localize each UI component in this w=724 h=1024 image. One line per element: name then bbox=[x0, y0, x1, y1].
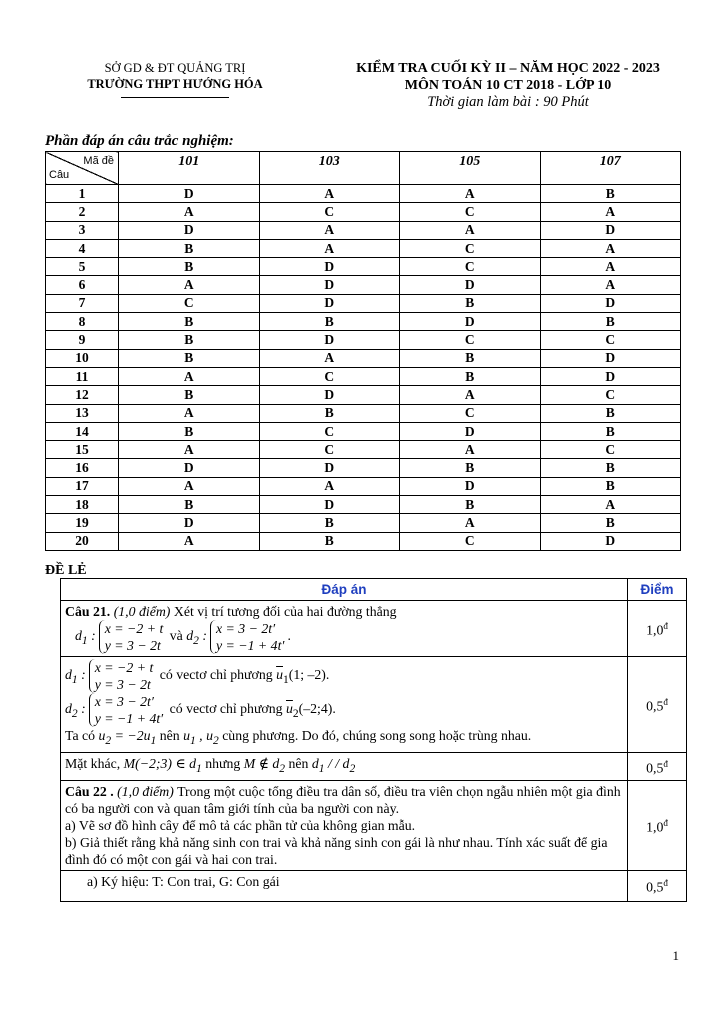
answer-cell: A bbox=[259, 477, 400, 495]
answer-cell: B bbox=[540, 313, 681, 331]
answer-cell: B bbox=[400, 294, 541, 312]
question-part-a: a) Vẽ sơ đồ hình cây để mô tả các phần tử của không gian mẫu. bbox=[65, 817, 416, 833]
question-text: Xét vị trí tương đối của hai đường thẳng bbox=[173, 604, 397, 619]
answer-cell: D bbox=[259, 294, 400, 312]
table-row bbox=[46, 331, 681, 349]
step-text: Ta có bbox=[65, 728, 96, 743]
answer-cell: D bbox=[119, 221, 260, 239]
table-row bbox=[46, 203, 681, 221]
points-cell bbox=[628, 870, 687, 901]
answer-cell: D bbox=[259, 258, 400, 276]
answer-cell: A bbox=[119, 477, 260, 495]
answer-cell: A bbox=[540, 276, 681, 294]
exam-duration: Thời gian làm bài : 90 Phút bbox=[427, 94, 589, 110]
question-number: 4 bbox=[46, 239, 119, 257]
points-value: 0,5 bbox=[646, 698, 664, 714]
answer-cell: A bbox=[119, 367, 260, 385]
table-row bbox=[46, 422, 681, 440]
question-number: 7 bbox=[46, 294, 119, 312]
question-number: 20 bbox=[46, 532, 119, 550]
answer-cell: B bbox=[540, 477, 681, 495]
question-text: Trong một cuộc tổng điều tra dân số, điều tra viên chọn ngẫu nhiên một gia đình có ba người con và quan tâm giới tính của ba người con này. bbox=[65, 783, 621, 816]
odd-exam-label: ĐỀ LẺ bbox=[45, 563, 87, 578]
answer-cell: D bbox=[400, 276, 541, 294]
header-underline bbox=[121, 97, 229, 98]
answer-cell: D bbox=[259, 386, 400, 404]
answer-table-body bbox=[46, 185, 681, 551]
answer-cell: D bbox=[540, 221, 681, 239]
answer-cell: A bbox=[119, 532, 260, 550]
answer-cell: A bbox=[259, 239, 400, 257]
points-unit: đ bbox=[663, 697, 668, 708]
step-text: Mặt khác, bbox=[65, 755, 121, 771]
question-number: 5 bbox=[46, 258, 119, 276]
question-number: 13 bbox=[46, 404, 119, 422]
answer-cell: D bbox=[540, 532, 681, 550]
answer-cell: B bbox=[400, 367, 541, 385]
question-number: 19 bbox=[46, 514, 119, 532]
answer-cell: C bbox=[540, 386, 681, 404]
answer-cell: B bbox=[400, 496, 541, 514]
answer-cell: C bbox=[400, 239, 541, 257]
solution-header-row bbox=[61, 579, 687, 601]
answer-cell: B bbox=[119, 239, 260, 257]
step-text: a) Ký hiệu: T: Con trai, G: Con gái bbox=[87, 873, 280, 889]
answer-cell: C bbox=[400, 331, 541, 349]
points-unit: đ bbox=[663, 621, 668, 632]
code-header: 103 bbox=[259, 152, 400, 185]
table-row bbox=[46, 239, 681, 257]
solution-table bbox=[60, 578, 687, 902]
answer-cell: B bbox=[259, 313, 400, 331]
answer-cell: D bbox=[259, 331, 400, 349]
answer-cell: D bbox=[540, 367, 681, 385]
points-value: 0,5 bbox=[646, 760, 664, 776]
answer-cell: D bbox=[119, 185, 260, 203]
points-note: (1,0 điểm) bbox=[113, 604, 171, 619]
answer-cell: B bbox=[119, 313, 260, 331]
answer-section-title: Phần đáp án câu trắc nghiệm: bbox=[45, 133, 234, 149]
step-text: nhưng bbox=[205, 755, 241, 771]
answer-cell: B bbox=[119, 386, 260, 404]
question-label: Câu 22 . bbox=[65, 783, 114, 799]
answer-cell: D bbox=[259, 496, 400, 514]
question-number: 17 bbox=[46, 477, 119, 495]
solution-row bbox=[61, 601, 687, 657]
answer-table-header bbox=[46, 152, 681, 185]
answer-cell: D bbox=[400, 422, 541, 440]
vector-value: (1; –2). bbox=[288, 667, 330, 683]
points-note: (1,0 điểm) bbox=[117, 783, 174, 799]
table-row bbox=[46, 514, 681, 532]
answer-cell: B bbox=[540, 404, 681, 422]
solution-row bbox=[61, 657, 687, 753]
answer-cell: B bbox=[259, 404, 400, 422]
code-header: 105 bbox=[400, 152, 541, 185]
points-unit: đ bbox=[663, 817, 668, 828]
question-number: 6 bbox=[46, 276, 119, 294]
points-unit: đ bbox=[663, 758, 668, 769]
page-number: 1 bbox=[672, 948, 679, 963]
answer-cell: B bbox=[119, 349, 260, 367]
answer-cell: C bbox=[400, 532, 541, 550]
answer-cell: B bbox=[259, 514, 400, 532]
table-row bbox=[46, 477, 681, 495]
answer-cell: A bbox=[400, 185, 541, 203]
answer-cell: B bbox=[400, 349, 541, 367]
answer-cell: C bbox=[259, 441, 400, 459]
table-row bbox=[46, 258, 681, 276]
points-unit: đ bbox=[663, 878, 668, 889]
answer-cell: C bbox=[540, 441, 681, 459]
solution-row bbox=[61, 752, 687, 780]
exam-subject: MÔN TOÁN 10 CT 2018 - LỚP 10 bbox=[404, 78, 612, 93]
answer-cell: D bbox=[540, 294, 681, 312]
school-name: TRƯỜNG THPT HƯỚNG HÓA bbox=[87, 77, 263, 91]
points-value: 1,0 bbox=[646, 622, 664, 638]
answer-cell: D bbox=[400, 313, 541, 331]
question-number: 12 bbox=[46, 386, 119, 404]
question-number: 15 bbox=[46, 441, 119, 459]
answer-cell: A bbox=[259, 349, 400, 367]
question-21: Câu 21. (1,0 điểm) Xét vị trí tương đối của hai đường thẳng $d_1$ : x = −2 + t y = 3 − 2t và $d_2$ : x = 3 − 2t′ y = −1 + 4t′. bbox=[61, 601, 628, 657]
step-text: nên bbox=[159, 728, 180, 743]
question-number: 14 bbox=[46, 422, 119, 440]
table-row bbox=[46, 185, 681, 203]
answer-cell: B bbox=[540, 459, 681, 477]
answer-cell: C bbox=[400, 203, 541, 221]
answer-cell: B bbox=[259, 532, 400, 550]
answer-cell: C bbox=[119, 294, 260, 312]
answer-cell: C bbox=[259, 203, 400, 221]
points-cell bbox=[628, 780, 687, 870]
school-header bbox=[60, 60, 290, 98]
points-cell bbox=[628, 601, 687, 657]
answer-cell: B bbox=[400, 459, 541, 477]
answer-cell: C bbox=[540, 331, 681, 349]
answer-cell: B bbox=[119, 422, 260, 440]
table-row bbox=[46, 349, 681, 367]
table-row bbox=[46, 459, 681, 477]
solution-step-3 bbox=[61, 870, 628, 901]
corner-cell bbox=[46, 152, 119, 185]
question-number: 2 bbox=[46, 203, 119, 221]
table-row bbox=[46, 404, 681, 422]
code-header: 107 bbox=[540, 152, 681, 185]
points-column-header: Điểm bbox=[628, 579, 687, 601]
answer-cell: B bbox=[540, 514, 681, 532]
solution-row bbox=[61, 870, 687, 901]
answer-cell: B bbox=[119, 331, 260, 349]
department-name: SỞ GD & ĐT QUẢNG TRỊ bbox=[104, 61, 246, 75]
answer-key-table bbox=[45, 151, 681, 551]
answer-cell: C bbox=[259, 367, 400, 385]
question-number: 10 bbox=[46, 349, 119, 367]
conjunction: và bbox=[169, 628, 183, 644]
solution-step-2: Mặt khác, M(−2;3) ∈ $d_1$ nhưng M ∉ $d_2$ nên $d_1$ / / $d_2$ bbox=[61, 752, 628, 780]
answer-cell: D bbox=[119, 459, 260, 477]
points-value: 1,0 bbox=[646, 819, 664, 835]
question-label: Câu 21. bbox=[65, 604, 111, 619]
answer-cell: A bbox=[119, 203, 260, 221]
points-cell bbox=[628, 752, 687, 780]
step-text: cùng phương. Do đó, chúng song song hoặc trùng nhau. bbox=[222, 728, 532, 743]
table-row bbox=[46, 294, 681, 312]
table-row bbox=[46, 441, 681, 459]
answer-column-header: Đáp án bbox=[61, 579, 628, 601]
question-22 bbox=[61, 780, 628, 870]
answer-cell: A bbox=[119, 441, 260, 459]
answer-cell: A bbox=[540, 258, 681, 276]
table-row bbox=[46, 367, 681, 385]
code-header: 101 bbox=[119, 152, 260, 185]
answer-cell: A bbox=[259, 221, 400, 239]
answer-cell: B bbox=[540, 422, 681, 440]
answer-cell: A bbox=[400, 514, 541, 532]
answer-cell: D bbox=[400, 477, 541, 495]
answer-cell: A bbox=[259, 185, 400, 203]
answer-cell: D bbox=[119, 514, 260, 532]
step-text: nên bbox=[288, 755, 309, 771]
table-row bbox=[46, 313, 681, 331]
question-number: 3 bbox=[46, 221, 119, 239]
table-row bbox=[46, 276, 681, 294]
answer-cell: A bbox=[119, 404, 260, 422]
question-number: 8 bbox=[46, 313, 119, 331]
question-number: 16 bbox=[46, 459, 119, 477]
answer-cell: C bbox=[259, 422, 400, 440]
answer-cell: D bbox=[540, 349, 681, 367]
answer-cell: A bbox=[400, 386, 541, 404]
table-row bbox=[46, 496, 681, 514]
question-number: 9 bbox=[46, 331, 119, 349]
question-number: 11 bbox=[46, 367, 119, 385]
vector-value: (–2;4). bbox=[298, 701, 336, 717]
answer-cell: B bbox=[119, 258, 260, 276]
exam-header bbox=[318, 60, 698, 111]
step-text: có vectơ chỉ phương bbox=[159, 667, 273, 683]
question-number: 18 bbox=[46, 496, 119, 514]
answer-cell: B bbox=[119, 496, 260, 514]
answer-cell: A bbox=[540, 239, 681, 257]
question-label: Câu bbox=[49, 169, 70, 181]
answer-cell: A bbox=[119, 276, 260, 294]
table-row bbox=[46, 386, 681, 404]
table-row bbox=[46, 532, 681, 550]
answer-cell: A bbox=[540, 496, 681, 514]
points-cell bbox=[628, 657, 687, 753]
answer-cell: D bbox=[259, 459, 400, 477]
answer-cell: B bbox=[540, 185, 681, 203]
step-text: có vectơ chỉ phương bbox=[169, 701, 283, 717]
answer-cell: A bbox=[400, 221, 541, 239]
solution-step-1: $d_1$ : x = −2 + t y = 3 − 2t có vectơ chỉ phương $\overline{u}_1(1$; –2). $d_2$ : x = 3 − 2t′ y = −1 + 4t′ có vectơ chỉ phương $\overline{u}_2(-2;4)$. Ta có $u_2 = -2u_1$ nên $u_1$ , $u_2$ cùng phương. Do đó, chúng song song hoặc trùng nhau. bbox=[61, 657, 628, 753]
exam-code-label: Mã đề bbox=[83, 155, 114, 167]
table-row bbox=[46, 221, 681, 239]
points-value: 0,5 bbox=[646, 879, 664, 895]
question-number: 1 bbox=[46, 185, 119, 203]
answer-cell: D bbox=[259, 276, 400, 294]
solution-row bbox=[61, 780, 687, 870]
answer-cell: A bbox=[540, 203, 681, 221]
answer-cell: C bbox=[400, 404, 541, 422]
answer-cell: C bbox=[400, 258, 541, 276]
answer-cell: A bbox=[400, 441, 541, 459]
exam-title: KIỂM TRA CUỐI KỲ II – NĂM HỌC 2022 - 2023 bbox=[356, 61, 660, 76]
question-part-b: b) Giả thiết rằng khả năng sinh con trai và khả năng sinh con gái là như nhau. Tính xác suất để gia đình đó có một con gái và hai con trai. bbox=[65, 834, 608, 867]
